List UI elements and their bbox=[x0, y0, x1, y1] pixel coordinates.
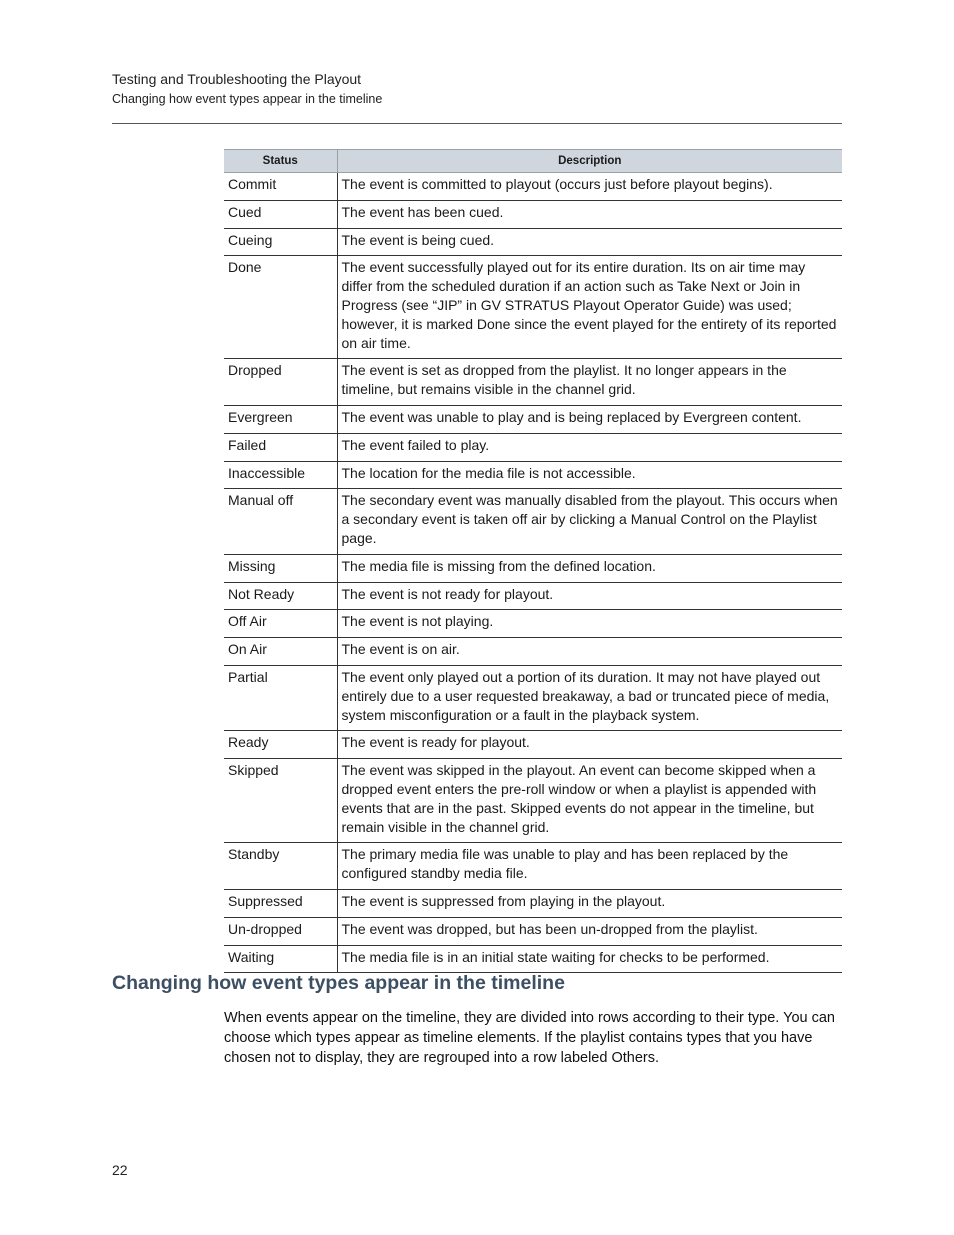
description-cell: The event is on air. bbox=[337, 638, 842, 666]
status-cell: Inaccessible bbox=[224, 461, 337, 489]
table-row bbox=[224, 759, 842, 843]
status-cell: Un-dropped bbox=[224, 917, 337, 945]
description-cell: The event was skipped in the playout. An event can become skipped when a dropped event enters the pre-roll window or when a playlist is appended with events that are in the past. Skipped events do not appear in the timeline, but remain visible in the channel grid. bbox=[337, 759, 842, 843]
section-heading: Changing how event types appear in the timeline bbox=[112, 972, 565, 994]
table-row bbox=[224, 554, 842, 582]
description-cell: The event failed to play. bbox=[337, 433, 842, 461]
status-cell: Not Ready bbox=[224, 582, 337, 610]
status-cell: Cued bbox=[224, 200, 337, 228]
status-table bbox=[224, 149, 842, 973]
description-cell: The event is not playing. bbox=[337, 610, 842, 638]
table-row bbox=[224, 200, 842, 228]
status-cell: Manual off bbox=[224, 489, 337, 554]
body-paragraph: When events appear on the timeline, they are divided into rows according to their type. You can choose which types appear as timeline elements. If the playlist contains types that you have chosen not to display, they are regrouped into a row labeled Others. bbox=[224, 1010, 835, 1066]
status-table-body bbox=[224, 173, 842, 973]
header-divider bbox=[112, 123, 842, 124]
status-cell: Waiting bbox=[224, 945, 337, 973]
table-row bbox=[224, 256, 842, 359]
status-cell: Skipped bbox=[224, 759, 337, 843]
status-cell: Cueing bbox=[224, 228, 337, 256]
table-row bbox=[224, 889, 842, 917]
running-header-chapter: Testing and Troubleshooting the Playout bbox=[112, 71, 362, 87]
status-cell: On Air bbox=[224, 638, 337, 666]
table-row bbox=[224, 405, 842, 433]
description-cell: The event was dropped, but has been un-dropped from the playlist. bbox=[337, 917, 842, 945]
table-row bbox=[224, 610, 842, 638]
table-row bbox=[224, 461, 842, 489]
status-cell: Suppressed bbox=[224, 889, 337, 917]
status-cell: Done bbox=[224, 256, 337, 359]
description-cell: The event is not ready for playout. bbox=[337, 582, 842, 610]
table-row bbox=[224, 665, 842, 730]
table-row bbox=[224, 731, 842, 759]
page-number: 22 bbox=[112, 1162, 128, 1178]
running-header-section: Changing how event types appear in the timeline bbox=[112, 92, 383, 106]
column-header-description: Description bbox=[337, 150, 842, 173]
description-cell: The event only played out a portion of its duration. It may not have played out entirely due to a user requested breakaway, a bad or truncated piece of media, system misconfiguration or a fault in the playback system. bbox=[337, 665, 842, 730]
table-row bbox=[224, 945, 842, 973]
description-cell: The event is being cued. bbox=[337, 228, 842, 256]
table-row bbox=[224, 582, 842, 610]
status-cell: Missing bbox=[224, 554, 337, 582]
description-cell: The media file is in an initial state waiting for checks to be performed. bbox=[337, 945, 842, 973]
description-cell: The event is set as dropped from the playlist. It no longer appears in the timeline, but remains visible in the channel grid. bbox=[337, 359, 842, 406]
table-row bbox=[224, 489, 842, 554]
status-table-header bbox=[224, 150, 842, 173]
status-cell: Partial bbox=[224, 665, 337, 730]
status-cell: Evergreen bbox=[224, 405, 337, 433]
status-cell: Dropped bbox=[224, 359, 337, 406]
table-row bbox=[224, 638, 842, 666]
status-cell: Commit bbox=[224, 173, 337, 201]
description-cell: The event is suppressed from playing in the playout. bbox=[337, 889, 842, 917]
description-cell: The media file is missing from the defined location. bbox=[337, 554, 842, 582]
status-cell: Off Air bbox=[224, 610, 337, 638]
table-row bbox=[224, 433, 842, 461]
description-cell: The primary media file was unable to play and has been replaced by the configured standby media file. bbox=[337, 843, 842, 890]
description-cell: The event was unable to play and is being replaced by Evergreen content. bbox=[337, 405, 842, 433]
table-row bbox=[224, 173, 842, 201]
table-row bbox=[224, 359, 842, 406]
description-cell: The event is committed to playout (occurs just before playout begins). bbox=[337, 173, 842, 201]
status-cell: Standby bbox=[224, 843, 337, 890]
description-cell: The event is ready for playout. bbox=[337, 731, 842, 759]
table-row bbox=[224, 917, 842, 945]
description-cell: The location for the media file is not accessible. bbox=[337, 461, 842, 489]
description-cell: The event has been cued. bbox=[337, 200, 842, 228]
status-cell: Ready bbox=[224, 731, 337, 759]
status-cell: Failed bbox=[224, 433, 337, 461]
table-row bbox=[224, 228, 842, 256]
table-row bbox=[224, 843, 842, 890]
column-header-status: Status bbox=[224, 150, 337, 173]
description-cell: The event successfully played out for its entire duration. Its on air time may differ from the scheduled duration if an action such as Take Next or Join in Progress (see “JIP” in GV STRATUS Playout Operator Guide) was used; however, it is marked Done since the event played for the entirety of its reported on air time. bbox=[337, 256, 842, 359]
description-cell: The secondary event was manually disabled from the playout. This occurs when a secondary event is taken off air by clicking a Manual Control on the Playlist page. bbox=[337, 489, 842, 554]
